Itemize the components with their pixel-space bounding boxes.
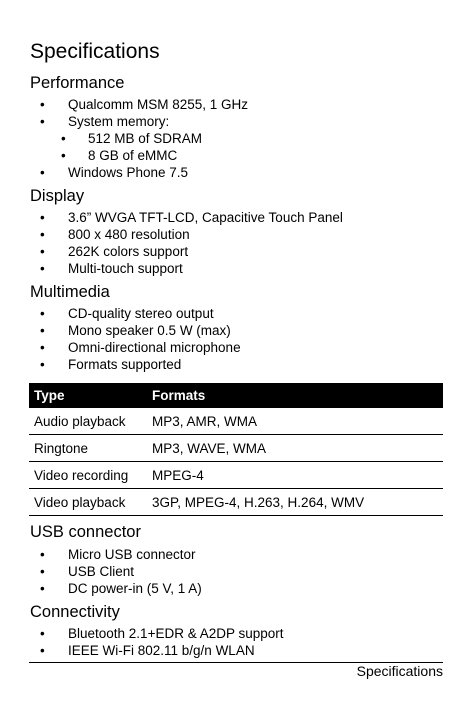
section-heading-connectivity: Connectivity (30, 603, 120, 621)
formats-table (29, 383, 443, 516)
table-row (29, 408, 443, 435)
list-item: • Bluetooth 2.1+EDR & A2DP support (40, 626, 284, 641)
bullet-icon: • (40, 114, 45, 129)
table-cell-formats: MPEG-4 (152, 462, 443, 489)
list-item: • CD-quality stereo output (40, 306, 214, 321)
bullet-icon: • (40, 643, 45, 658)
section-heading-multimedia: Multimedia (30, 283, 110, 301)
list-item: • IEEE Wi-Fi 802.11 b/g/n WLAN (40, 643, 255, 658)
list-item: • Mono speaker 0.5 W (max) (40, 323, 231, 338)
list-item: • Multi-touch support (40, 261, 183, 276)
performance-os-list (0, 164, 188, 181)
list-item: • USB Client (40, 564, 135, 579)
performance-list (0, 96, 248, 130)
list-item: • 800 x 480 resolution (40, 227, 190, 242)
list-item: • Micro USB connector (40, 547, 196, 562)
bullet-icon: • (40, 626, 45, 641)
table-header-row (29, 383, 443, 408)
bullet-icon: • (40, 165, 45, 180)
table-row (29, 462, 443, 489)
bullet-icon: • (40, 210, 45, 225)
table-cell-type: Audio playback (29, 408, 152, 435)
section-heading-performance: Performance (30, 74, 125, 92)
bullet-icon: • (61, 148, 66, 163)
list-item: • DC power-in (5 V, 1 A) (40, 581, 202, 596)
bullet-icon: • (40, 97, 45, 112)
section-heading-usb: USB connector (30, 523, 141, 541)
memory-sublist (0, 130, 202, 164)
multimedia-list (0, 305, 241, 373)
table-cell-type: Video playback (29, 489, 152, 516)
table-cell-formats: 3GP, MPEG-4, H.263, H.264, WMV (152, 489, 443, 516)
column-header-type: Type (29, 383, 152, 408)
bullet-icon: • (40, 581, 45, 596)
bullet-icon: • (40, 244, 45, 259)
list-item: • Qualcomm MSM 8255, 1 GHz (40, 97, 249, 112)
bullet-icon: • (40, 547, 45, 562)
bullet-icon: • (40, 357, 45, 372)
section-heading-display: Display (30, 187, 85, 205)
bullet-icon: • (40, 306, 45, 321)
column-header-formats: Formats (152, 383, 443, 408)
list-item: • 3.6” WVGA TFT-LCD, Capacitive Touch Panel (40, 210, 343, 225)
list-item: • 512 MB of SDRAM (61, 131, 203, 146)
list-item: • Windows Phone 7.5 (40, 165, 189, 180)
table-row (29, 435, 443, 462)
table-cell-formats: MP3, WAVE, WMA (152, 435, 443, 462)
page-title: Specifications (30, 40, 160, 63)
list-item: • 8 GB of eMMC (61, 148, 178, 163)
usb-list (0, 546, 202, 597)
list-item: • Omni-directional microphone (40, 340, 241, 355)
table-cell-formats: MP3, AMR, WMA (152, 408, 443, 435)
connectivity-list (0, 625, 284, 659)
bullet-icon: • (40, 261, 45, 276)
list-item: • Formats supported (40, 357, 182, 372)
bullet-icon: • (40, 227, 45, 242)
running-footer: Specifications (356, 663, 443, 679)
bullet-icon: • (61, 131, 66, 146)
display-list (0, 209, 343, 277)
table-cell-type: Video recording (29, 462, 152, 489)
table-cell-type: Ringtone (29, 435, 152, 462)
list-item: • System memory: (40, 114, 170, 129)
bullet-icon: • (40, 323, 45, 338)
list-item: • 262K colors support (40, 244, 189, 259)
bullet-icon: • (40, 564, 45, 579)
table-row (29, 489, 443, 516)
bullet-icon: • (40, 340, 45, 355)
